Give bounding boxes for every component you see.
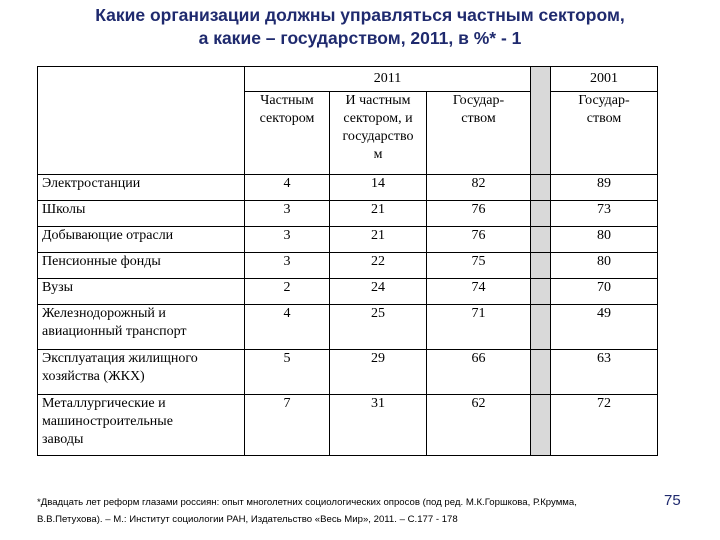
row-label-line: Добывающие отрасли	[42, 228, 174, 243]
cell-both: 29	[330, 350, 427, 395]
cell-both: 31	[330, 395, 427, 456]
col-header-state-2001	[551, 92, 658, 175]
cell-private: 4	[245, 175, 330, 201]
cell-private: 3	[245, 201, 330, 227]
cell-both: 21	[330, 201, 427, 227]
row-label-line: Школы	[42, 202, 86, 217]
cell-both: 22	[330, 253, 427, 279]
row-label	[38, 305, 245, 350]
row-label-line: авиационный транспорт	[42, 324, 187, 339]
table-row	[38, 253, 658, 279]
separator-cell	[531, 227, 551, 253]
row-label	[38, 395, 245, 456]
separator-cell	[531, 175, 551, 201]
footnote-line-2: В.В.Петухова). – М.: Институт социологии РАН, Издательство «Весь Мир», 2011. – С.177 - 178	[37, 514, 458, 525]
col-header-both	[330, 92, 427, 175]
table-row	[38, 350, 658, 395]
row-label-line: Электростанции	[42, 176, 141, 191]
row-label	[38, 175, 245, 201]
year-2001-header: 2001	[551, 67, 658, 92]
cell-state-2001: 70	[551, 279, 658, 305]
cell-private: 4	[245, 305, 330, 350]
table-row	[38, 305, 658, 350]
cell-private: 2	[245, 279, 330, 305]
header-text-line: Государ-	[452, 93, 505, 108]
row-label-line: Пенсионные фонды	[42, 254, 161, 269]
year-header-row	[38, 67, 658, 92]
cell-both: 14	[330, 175, 427, 201]
row-label-line: Железнодорожный и	[42, 306, 166, 321]
cell-both: 24	[330, 279, 427, 305]
header-text-line: государство	[342, 129, 414, 144]
table-row	[38, 175, 658, 201]
cell-state-2011: 62	[427, 395, 531, 456]
footnote-line-1: *Двадцать лет реформ глазами россиян: опыт многолетних социологических опросов (под ред. М.К.Горшкова, Р.Крумма,	[37, 497, 577, 508]
col-header-state-2011	[427, 92, 531, 175]
row-label	[38, 227, 245, 253]
title-line-2: а какие – государством, 2011, в %* - 1	[198, 28, 522, 48]
table-row	[38, 395, 658, 456]
cell-state-2001: 89	[551, 175, 658, 201]
corner-cell	[38, 67, 245, 175]
cell-state-2011: 76	[427, 201, 531, 227]
cell-state-2001: 63	[551, 350, 658, 395]
title-line-1: Какие организации должны управляться частным сектором,	[95, 5, 625, 25]
cell-state-2011: 76	[427, 227, 531, 253]
cell-state-2001: 73	[551, 201, 658, 227]
separator-cell	[531, 253, 551, 279]
table-row	[38, 279, 658, 305]
cell-state-2011: 71	[427, 305, 531, 350]
row-label-line: Металлургические и	[42, 396, 166, 411]
cell-state-2011: 74	[427, 279, 531, 305]
cell-private: 7	[245, 395, 330, 456]
table-row	[38, 227, 658, 253]
row-label-line: заводы	[42, 432, 84, 447]
survey-table	[37, 66, 658, 456]
cell-state-2011: 66	[427, 350, 531, 395]
header-text-line: сектором, и	[343, 111, 413, 126]
cell-state-2001: 49	[551, 305, 658, 350]
header-text-line: Частным	[260, 93, 314, 108]
separator-cell	[531, 305, 551, 350]
col-header-private	[245, 92, 330, 175]
separator-column	[531, 67, 551, 175]
row-label	[38, 279, 245, 305]
separator-cell	[531, 279, 551, 305]
cell-both: 21	[330, 227, 427, 253]
separator-cell	[531, 395, 551, 456]
cell-state-2001: 72	[551, 395, 658, 456]
separator-cell	[531, 350, 551, 395]
row-label	[38, 201, 245, 227]
table-row	[38, 201, 658, 227]
row-label	[38, 350, 245, 395]
cell-both: 25	[330, 305, 427, 350]
page-number: 75	[664, 492, 681, 509]
row-label-line: Вузы	[42, 280, 74, 295]
cell-state-2001: 80	[551, 227, 658, 253]
row-label	[38, 253, 245, 279]
header-text-line: Государ-	[578, 93, 630, 108]
cell-state-2011: 75	[427, 253, 531, 279]
header-text-line: ством	[586, 111, 622, 126]
year-2011-header: 2011	[245, 67, 531, 92]
header-text-line: И частным	[345, 93, 411, 108]
footnote	[37, 494, 667, 528]
slide-title	[0, 4, 720, 50]
cell-private: 3	[245, 253, 330, 279]
cell-state-2001: 80	[551, 253, 658, 279]
row-label-line: Эксплуатация жилищного	[42, 351, 198, 366]
cell-private: 5	[245, 350, 330, 395]
header-text-line: м	[373, 147, 383, 162]
separator-cell	[531, 201, 551, 227]
row-label-line: хозяйства (ЖКХ)	[42, 369, 145, 384]
header-text-line: ством	[461, 111, 496, 126]
header-text-line: сектором	[259, 111, 315, 126]
row-label-line: машиностроительные	[42, 414, 173, 429]
cell-state-2011: 82	[427, 175, 531, 201]
cell-private: 3	[245, 227, 330, 253]
